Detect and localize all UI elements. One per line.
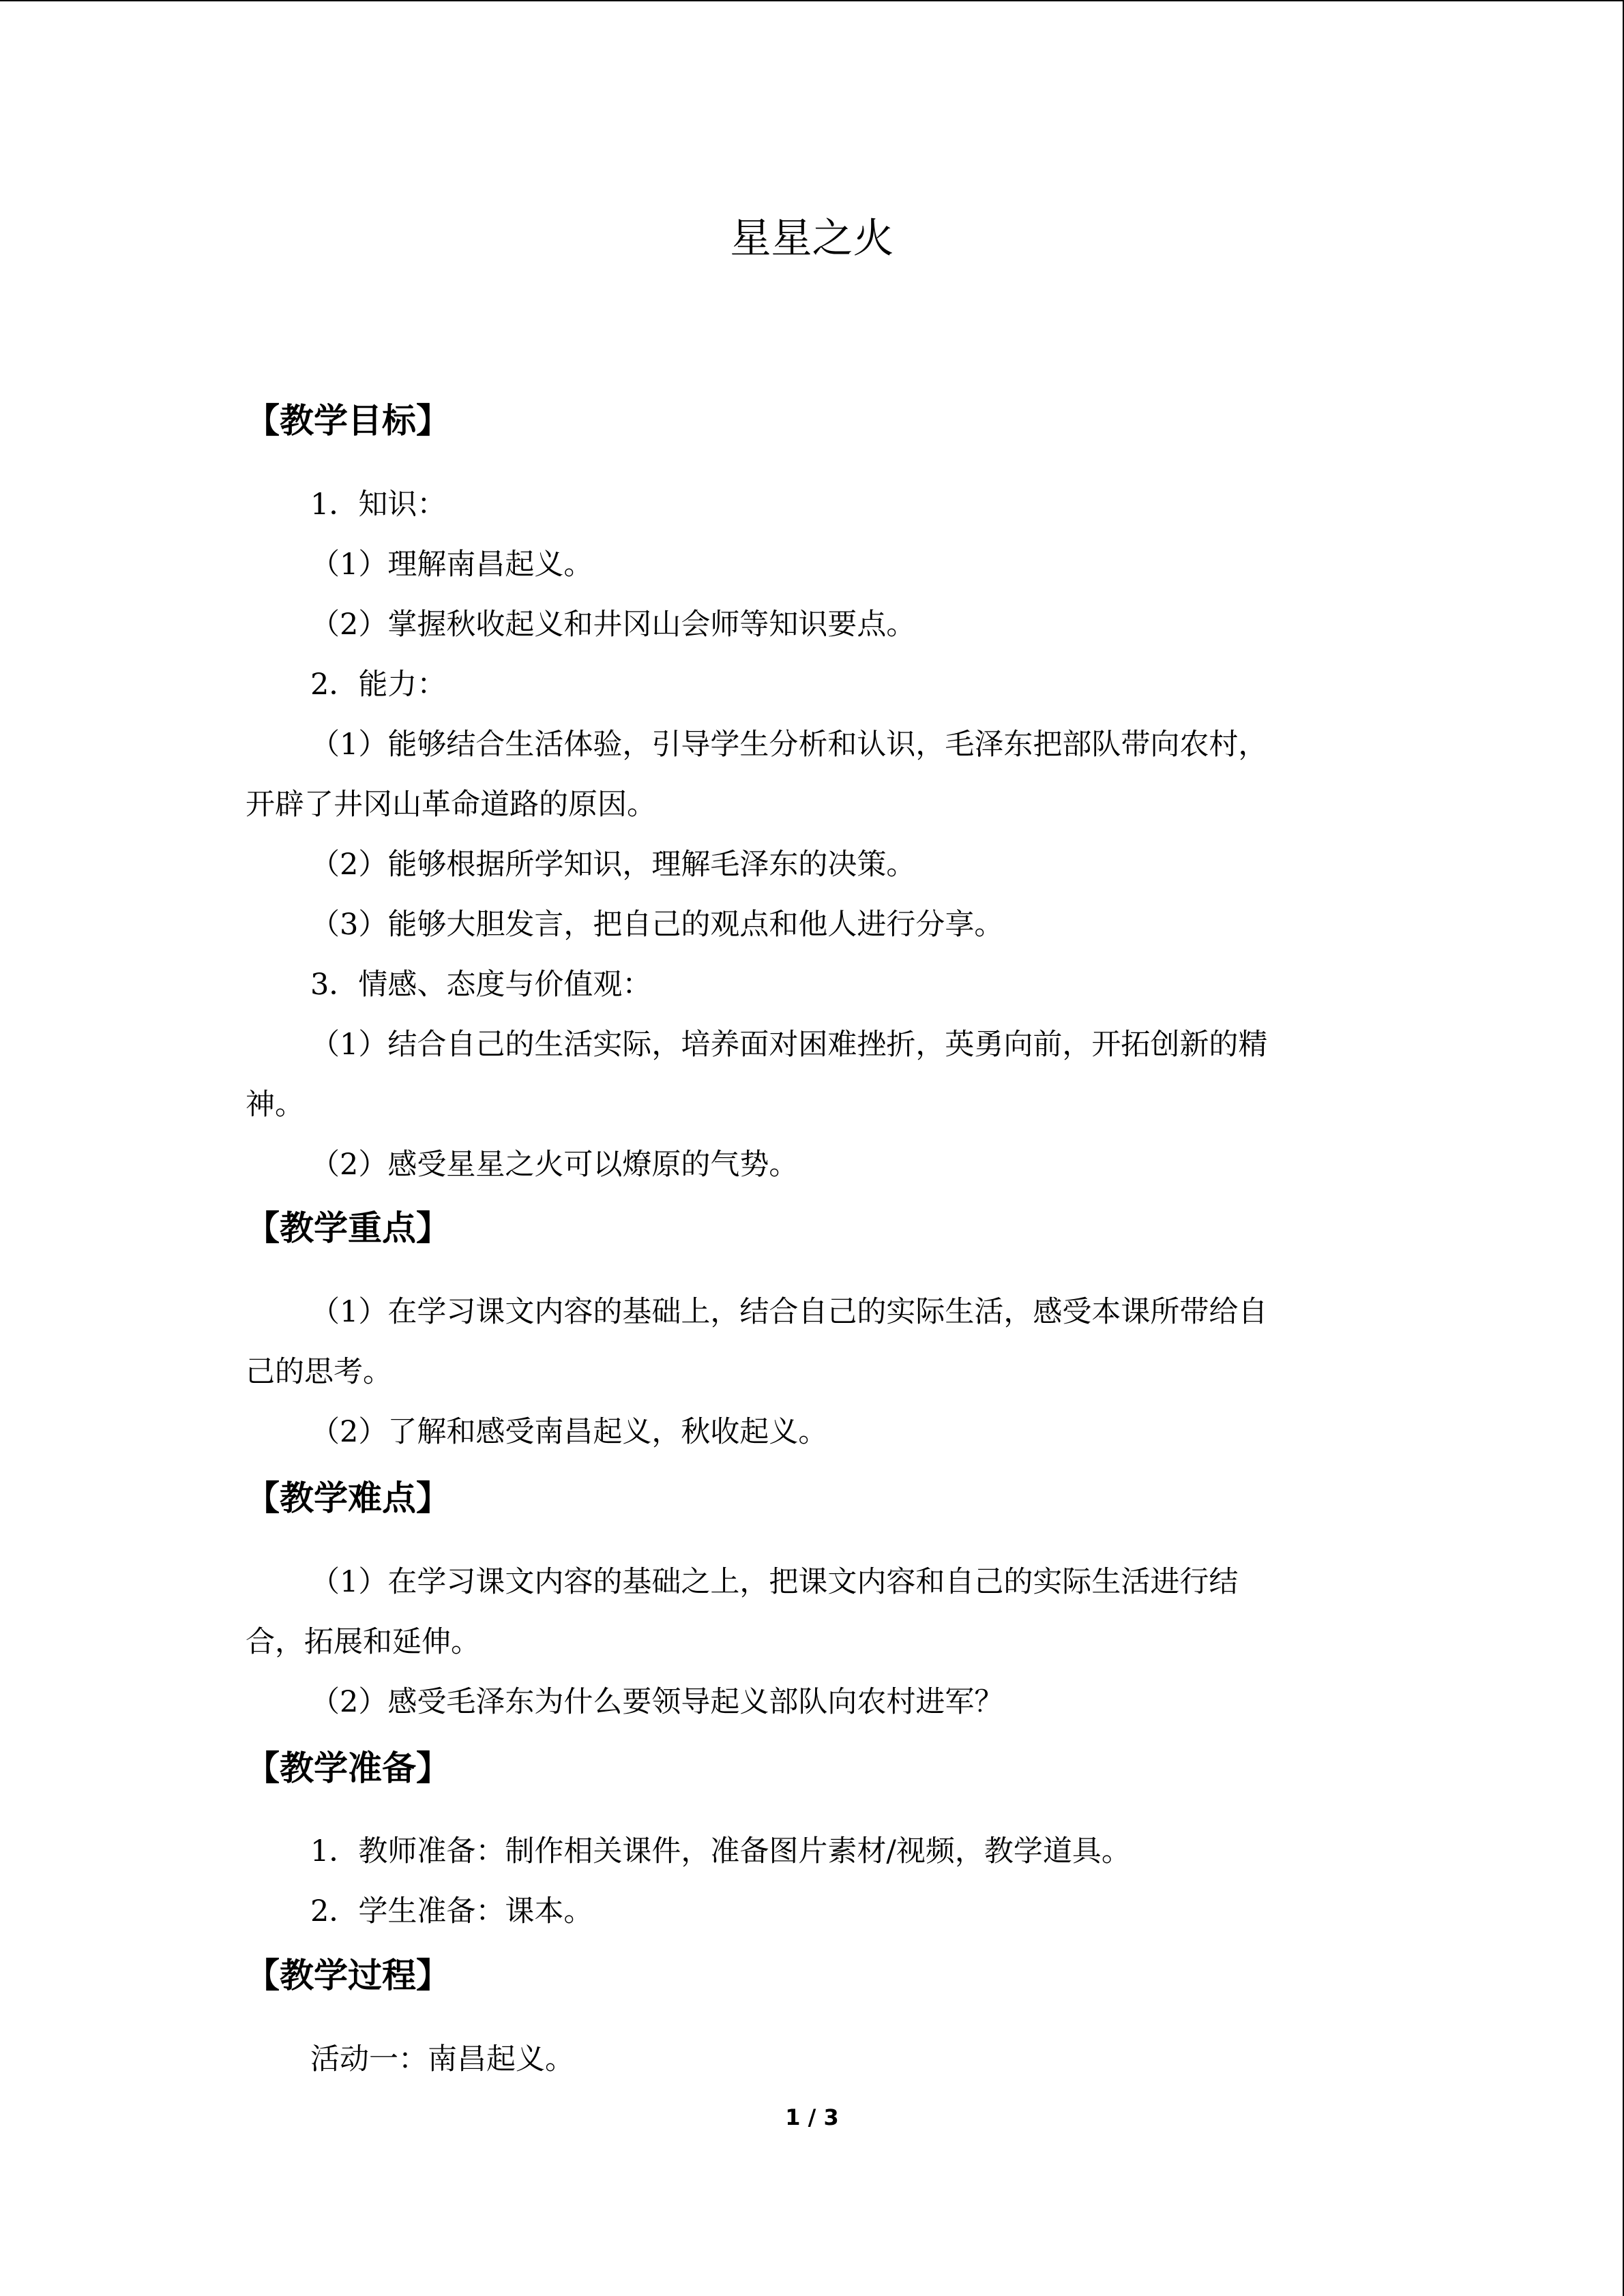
- objectives-line: 神。: [246, 1088, 304, 1122]
- objectives-line: （3）能够大胆发言，把自己的观点和他人进行分享。: [310, 908, 1004, 942]
- objectives-line: （2）能够根据所学知识，理解毛泽东的决策。: [310, 848, 916, 882]
- preparation-line: 2．学生准备：课本。: [310, 1894, 593, 1928]
- process-line: 活动一：南昌起义。: [310, 2042, 574, 2076]
- document-title: 星星之火: [730, 215, 894, 263]
- objectives-line: 2．能力：: [310, 668, 447, 702]
- objectives-line: （1）结合自己的生活实际，培养面对困难挫折，英勇向前，开拓创新的精: [310, 1028, 1268, 1062]
- difficulties-line: （1）在学习课文内容的基础之上，把课文内容和自己的实际生活进行结: [310, 1565, 1239, 1599]
- key-points-line: （2）了解和感受南昌起义，秋收起义。: [310, 1415, 828, 1449]
- objectives-line: （1）理解南昌起义。: [310, 548, 593, 582]
- objectives-line: 1．知识：: [310, 488, 447, 522]
- difficulties-line: 合，拓展和延伸。: [246, 1625, 480, 1659]
- section-heading-difficulties: 【教学难点】: [246, 1478, 450, 1518]
- objectives-line: （2）感受星星之火可以燎原的气势。: [310, 1148, 799, 1182]
- key-points-line: （1）在学习课文内容的基础上，结合自己的实际生活，感受本课所带给自: [310, 1295, 1268, 1329]
- page-number: 1 / 3: [785, 2104, 839, 2130]
- objectives-line: （1）能够结合生活体验，引导学生分析和认识，毛泽东把部队带向农村，: [310, 728, 1268, 762]
- section-heading-objectives: 【教学目标】: [246, 401, 450, 441]
- section-heading-process: 【教学过程】: [246, 1956, 450, 1995]
- difficulties-line: （2）感受毛泽东为什么要领导起义部队向农村进军？: [310, 1685, 1004, 1719]
- section-heading-key-points: 【教学重点】: [246, 1208, 450, 1248]
- objectives-line: 3．情感、态度与价值观：: [310, 968, 652, 1002]
- objectives-line: 开辟了井冈山革命道路的原因。: [246, 788, 656, 822]
- objectives-line: （2）掌握秋收起义和井冈山会师等知识要点。: [310, 608, 916, 642]
- key-points-line: 己的思考。: [246, 1355, 392, 1389]
- section-heading-preparation: 【教学准备】: [246, 1748, 450, 1788]
- preparation-line: 1．教师准备：制作相关课件，准备图片素材/视频，教学道具。: [310, 1834, 1131, 1868]
